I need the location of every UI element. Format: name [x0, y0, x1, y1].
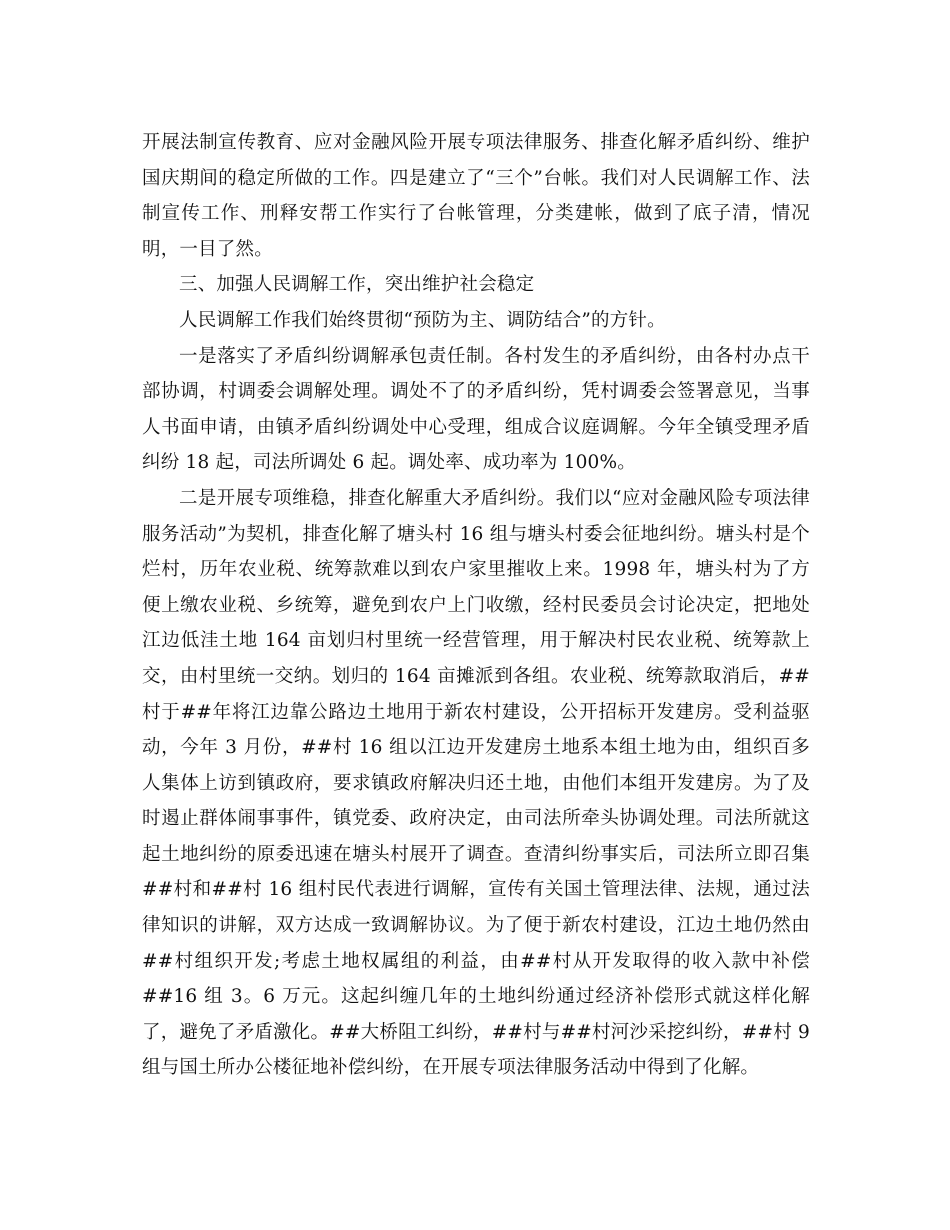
document-body: [142, 125, 810, 1086]
paragraph-policy: 人民调解工作我们始终贯彻“预防为主、调防结合”的方针。: [179, 309, 666, 331]
paragraph-continuation: 开展法制宣传教育、应对金融风险开展专项法律服务、排查化解矛盾纠纷、维护国庆期间的稳定所做的工作。四是建立了“三个”台帐。我们对人民调解工作、法制宣传工作、刑释安帮工作实行了台帐管理，分类建帐，做到了底子清，情况明，一目了然。: [142, 132, 810, 260]
section-heading: 三、加强人民调解工作，突出维护社会稳定: [179, 274, 535, 296]
paragraph-point-one: 一是落实了矛盾纠纷调解承包责任制。各村发生的矛盾纠纷，由各村办点干部协调，村调委会调解处理。调处不了的矛盾纠纷，凭村调委会签署意见，当事人书面申请，由镇矛盾纠纷调处中心受理，组成合议庭调解。今年全镇受理矛盾纠纷 18 起，司法所调处 6 起。调处率、成功率为 100%。: [142, 345, 810, 474]
paragraph-point-two: 二是开展专项维稳，排查化解重大矛盾纠纷。我们以“应对金融风险专项法律服务活动”为契机，排查化解了塘头村 16 组与塘头村委会征地纠纷。塘头村是个烂村，历年农业税、统筹款难以到农户家里摧收上来。1998 年，塘头村为了方便上缴农业税、乡统筹，避免到农户上门收缴，经村民委员会讨论决定，把地处江边低洼土地 164 亩划归村里统一经营管理，用于解决村民农业税、统筹款上交，由村里统一交纳。划归的 164 亩摊派到各组。农业税、统筹款取消后，##村于##年将江边靠公路边土地用于新农村建设，公开招标开发建房。受利益驱动，今年 3 月份，##村 16 组以江边开发建房土地系本组土地为由，组织百多人集体上访到镇政府，要求镇政府解决归还土地，由他们本组开发建房。为了及时遏止群体闹事事件，镇党委、政府决定，由司法所牵头协调处理。司法所就这起土地纠纷的原委迅速在塘头村展开了调查。查清纠纷事实后，司法所立即召集##村和##村 16 组村民代表进行调解，宣传有关国土管理法律、法规，通过法律知识的讲解，双方达成一致调解协议。为了便于新农村建设，江边土地仍然由##村组织开发;考虑土地权属组的利益，由##村从开发取得的收入款中补偿##16 组 3。6 万元。这起纠缠几年的土地纠纷通过经济补偿形式就这样化解了，避免了矛盾激化。##大桥阻工纠纷，##村与##村河沙采挖纠纷，##村 9 组与国土所办公楼征地补偿纠纷，在开展专项法律服务活动中得到了化解。: [142, 487, 810, 1079]
